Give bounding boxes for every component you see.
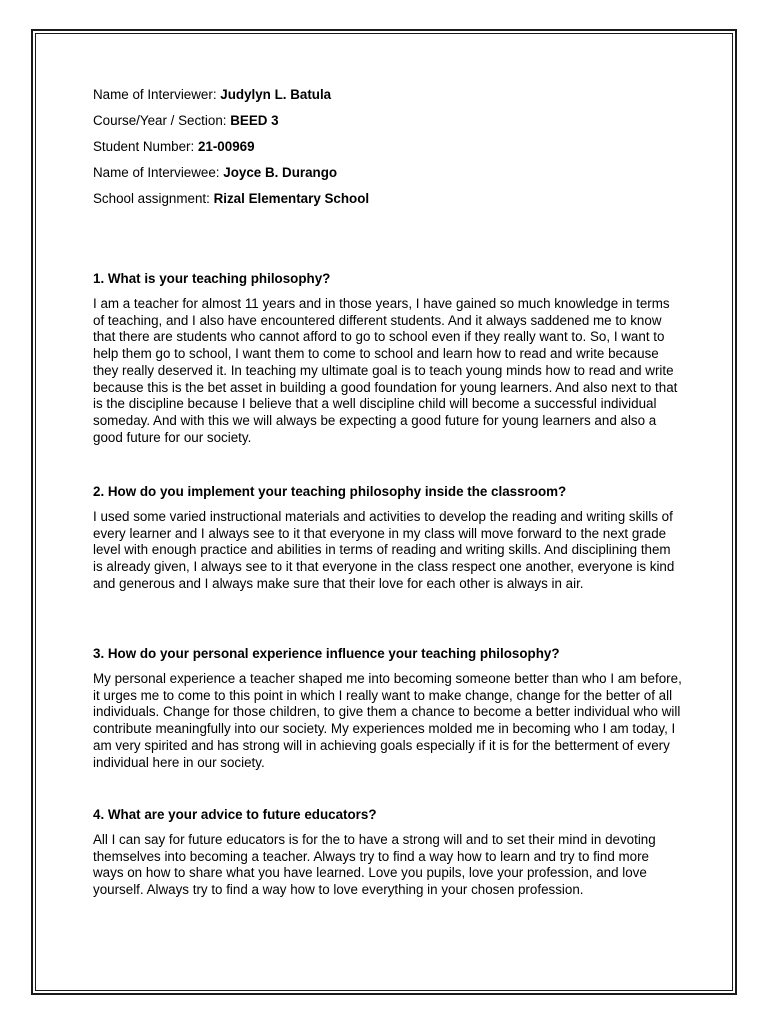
answer-paragraph: I used some varied instructional materials and activities to develop the reading and writing skills of every learner and I always see to it that everyone in my class will move forward to the next grade level with enough practice and abilities in terms of reading and writing skills. And disciplining them is already given, I always see to it that everyone in the class respect one another, everyone is kind and generous and I always make sure that their love for each other is always in air.	[93, 509, 675, 591]
interviewer-line	[93, 86, 683, 104]
student-number-value: 21-00969	[197, 139, 255, 154]
answer-paragraph: I am a teacher for almost 11 years and in those years, I have gained so much knowledge in terms of teaching, and I also have encountered different students. And it always saddened me to know that there are students who cannot afford to go to school even if they really want to. So, I want to help them go to school, I want them to come to school and learn how to read and write because they really deserved it. In teaching my ultimate goal is to teach young minds how to read and write because this is the bet asset in building a good foundation for young learners. And also next to that is the discipline because I believe that a well discipline child will become a successful individual someday. And with this we will always be expecting a good future for young learners and also a good future for our society.	[93, 296, 678, 445]
school-value: Rizal Elementary School	[213, 191, 370, 206]
interview-info	[93, 86, 683, 216]
question-heading: 4. What are your advice to future educators?	[93, 807, 377, 822]
course-line	[93, 112, 683, 130]
info-label: Student Number:	[93, 139, 198, 154]
question-heading: 2. How do you implement your teaching philosophy inside the classroom?	[93, 484, 567, 499]
qa-section-2	[93, 483, 683, 593]
info-label: School assignment:	[93, 191, 214, 206]
answer-paragraph: My personal experience a teacher shaped me into becoming someone better than who I am before, it urges me to come to this point in which I really want to make change, change for the better of all individuals. Change for those children, to give them a chance to become a better individual who will contribute meaningfully into our society. My experiences molded me in becoming who I am today, I am very spirited and has strong will in achieving goals especially if it is for the betterment of every individual here in our society.	[93, 671, 682, 770]
info-label: Name of Interviewee:	[93, 165, 224, 180]
interviewee-line	[93, 164, 683, 182]
interviewee-name: Joyce B. Durango	[223, 165, 338, 180]
question-heading: 1. What is your teaching philosophy?	[93, 271, 331, 286]
question-heading: 3. How do your personal experience influence your teaching philosophy?	[93, 646, 560, 661]
info-label: Course/Year / Section:	[93, 113, 231, 128]
student-number-line	[93, 138, 683, 156]
answer-paragraph: All I can say for future educators is for the to have a strong will and to set their mind in devoting themselves into becoming a teacher. Always try to find a way how to learn and try to find more ways on how to share what you have learned. Love you pupils, love your profession, and love yourself. Always try to find a way how to love everything in your chosen profession.	[93, 832, 656, 898]
school-line	[93, 190, 683, 208]
qa-section-1	[93, 270, 683, 446]
qa-section-3	[93, 645, 683, 771]
qa-section-4	[93, 806, 683, 899]
info-label: Name of Interviewer:	[93, 87, 221, 102]
interviewer-name: Judylyn L. Batula	[220, 87, 332, 102]
course-value: BEED 3	[230, 113, 279, 128]
